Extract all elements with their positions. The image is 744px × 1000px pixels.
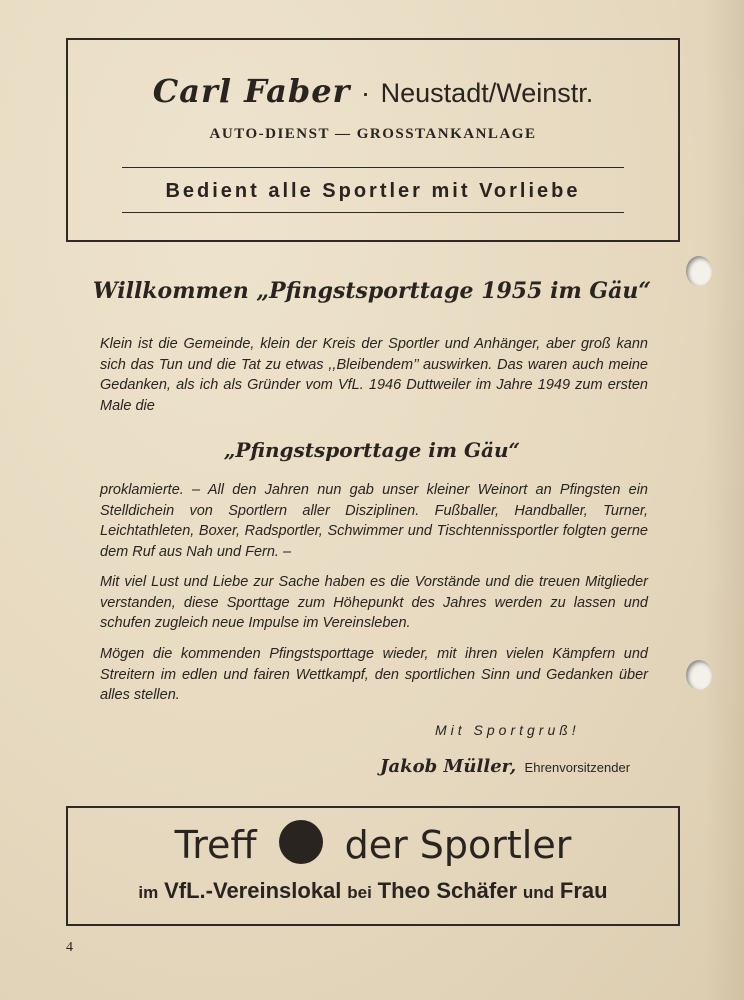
advertiser-brand: Carl Faber [152, 72, 351, 110]
paragraph-intro: Klein ist die Gemeinde, klein der Kreis der Sportler und Anhänger, aber groß kann sich das Tun und die Tat zu etwas ,,Bleibendem’’ auswirken. Das waren auch meine Gedanken, als ich als Gründer vom VfL. 1946 Duttweiler im Jahre 1949 zum ersten Male die [100, 336, 648, 414]
advertiser-services: AUTO-DIENST — GROSSTANKANLAGE [209, 126, 537, 142]
page-edge-shadow [704, 0, 744, 1000]
advertisement-vereinslokal [66, 806, 680, 926]
signature-role: Ehrenvorsitzender [524, 760, 631, 775]
sub-word-4: Theo Schäfer [377, 878, 518, 903]
signature-block [380, 756, 630, 777]
sub-word-2: VfL.-Vereinslokal [164, 878, 342, 903]
rule-top [122, 167, 624, 168]
sub-word-1: im [138, 883, 159, 902]
paragraph-wishes: Mögen die kommenden Pfingstsporttage wieder, mit ihren vielen Kämpfern und Streitern im edlen und fairen Wettkampf, den sportlichen Sinn und Gedanken über alles stellen. [100, 646, 648, 703]
sub-word-6: Frau [559, 878, 608, 903]
paragraph-members: Mit viel Lust und Liebe zur Sache haben es die Vorstände und die treuen Mitglieder verstanden, diese Sporttage zum Höhepunkt des Jahres werden zu lassen und schufen zugleich neue Impulse im Vereinsleben. [100, 574, 648, 631]
paragraph-history: proklamierte. – All den Jahren nun gab unser kleiner Weinort an Pfingsten ein Stelldichein von Sportlern aller Disziplinen. Fußballer, Handballer, Turner, Leichtathleten, Boxer, Radsportler, Schwimmer und Tischtennissportler folgten gerne dem Ruf aus Nah und Fern. – [100, 482, 648, 560]
advertiser-slogan: Bedient alle Sportler mit Vorliebe [165, 180, 581, 202]
event-title: „Pfingstsporttage im Gäu“ [223, 438, 521, 462]
sub-word-3: bei [347, 883, 372, 902]
sub-word-5: und [522, 883, 555, 902]
ball-icon [279, 820, 323, 864]
ad-subline [68, 878, 678, 904]
signature-name: Jakob Müller, [380, 756, 517, 777]
punch-hole-bottom [686, 660, 712, 690]
rule-bottom [122, 212, 624, 213]
welcome-title: Willkommen „Pfingstsporttage 1955 im Gäu“ [92, 278, 652, 304]
closing-greeting: Mit Sportgruß! [435, 722, 580, 738]
page-number: 4 [66, 940, 73, 955]
advertisement-faber [66, 38, 680, 242]
separator-dot: · [360, 77, 371, 108]
ad-headline [68, 820, 678, 867]
advertiser-line [68, 72, 678, 110]
headline-left: Treff [174, 823, 257, 867]
headline-right: der Sportler [344, 823, 572, 867]
advertiser-city: Neustadt/Weinstr. [380, 78, 594, 108]
